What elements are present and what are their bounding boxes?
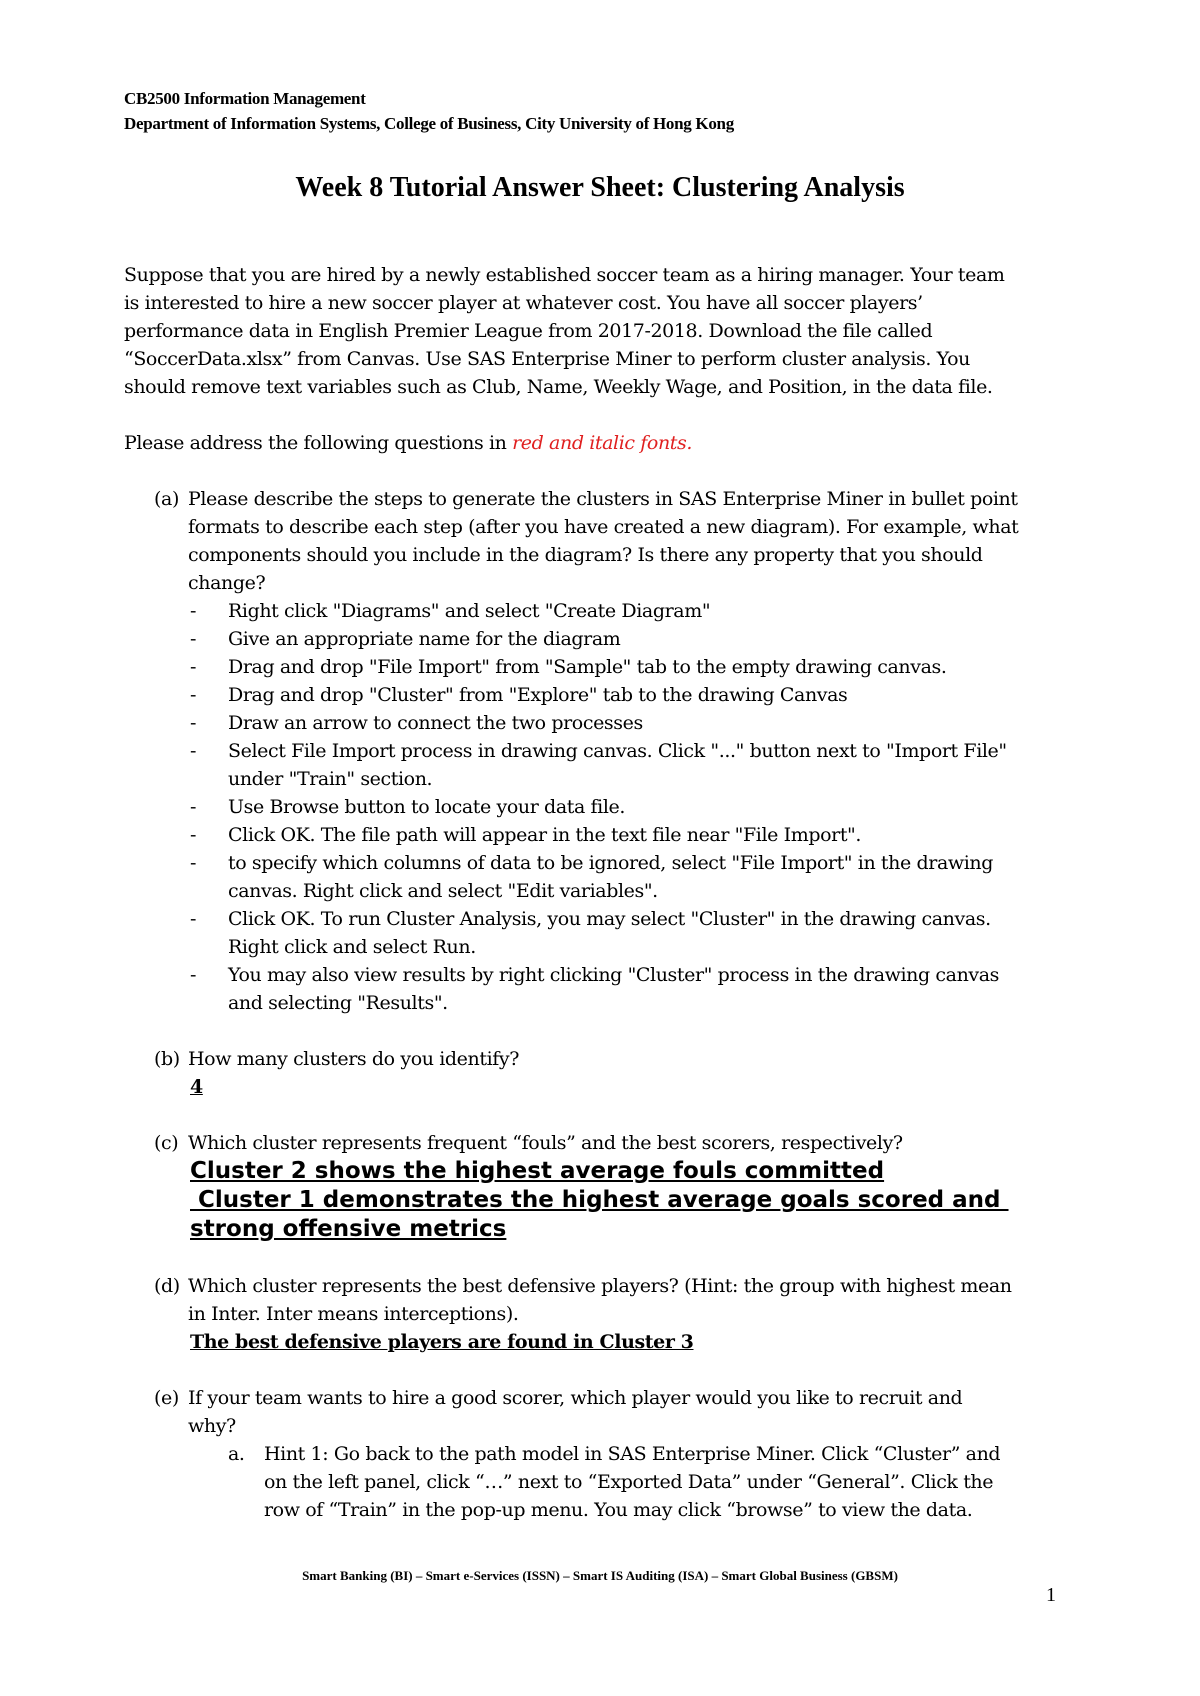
dash-bullet: -	[190, 964, 197, 986]
step-item	[124, 905, 1084, 961]
step-text: You may also view results by right clicking "Cluster" process in the drawing canvas	[228, 964, 1000, 986]
step-text: to specify which columns of data to be ignored, select "File Import" in the drawing	[228, 852, 994, 874]
question-e-hint	[124, 1440, 1084, 1524]
question-line: formats to describe each step (after you have created a new diagram). For example, what	[188, 516, 1019, 538]
dash-bullet: -	[190, 824, 197, 846]
dash-bullet: -	[190, 628, 197, 650]
dash-bullet: -	[190, 852, 197, 874]
hint-label: a.	[228, 1443, 245, 1465]
step-text: and selecting "Results".	[228, 992, 448, 1014]
step-item	[124, 653, 1084, 681]
answer-b	[124, 1073, 1084, 1101]
question-a	[124, 485, 1084, 597]
step-text: Use Browse button to locate your data file.	[228, 796, 626, 818]
course-header: CB2500 Information Management	[124, 89, 366, 108]
dash-bullet: -	[190, 740, 197, 762]
question-label: (c)	[154, 1132, 179, 1154]
answer-c-scorers-cont: strong offensive metrics	[190, 1216, 507, 1242]
step-item	[124, 597, 1084, 625]
answer-d	[124, 1328, 1084, 1356]
step-text: Drag and drop "Cluster" from "Explore" tab to the drawing Canvas	[228, 684, 848, 706]
answer-value: 4	[190, 1076, 203, 1098]
step-item	[124, 737, 1084, 793]
step-text: Give an appropriate name for the diagram	[228, 628, 621, 650]
answer-c-line	[124, 1186, 1084, 1215]
step-item	[124, 681, 1084, 709]
spacer	[124, 1244, 1084, 1272]
step-item	[124, 625, 1084, 653]
dash-bullet: -	[190, 684, 197, 706]
spacer	[124, 1356, 1084, 1384]
question-line: If your team wants to hire a good scorer, which player would you like to recruit and	[188, 1387, 963, 1409]
question-d	[124, 1272, 1084, 1328]
intro-paragraph	[124, 261, 1084, 401]
step-item	[124, 821, 1084, 849]
answer-c-line	[124, 1215, 1084, 1244]
step-item	[124, 849, 1084, 905]
question-line: Please describe the steps to generate the clusters in SAS Enterprise Miner in bullet point	[188, 488, 1018, 510]
intro-line: should remove text variables such as Club, Name, Weekly Wage, and Position, in the data file.	[124, 376, 993, 398]
dash-bullet: -	[190, 712, 197, 734]
step-text: under "Train" section.	[228, 768, 433, 790]
spacer	[124, 457, 1084, 485]
hint-line: Hint 1: Go back to the path model in SAS Enterprise Miner. Click “Cluster” and	[264, 1443, 1001, 1465]
question-line: How many clusters do you identify?	[188, 1048, 519, 1070]
question-line: Which cluster represents the best defensive players? (Hint: the group with highest mean	[188, 1275, 1012, 1297]
question-line: why?	[188, 1415, 236, 1437]
step-text: Right click and select Run.	[228, 936, 476, 958]
step-text: Click OK. The file path will appear in the text file near "File Import".	[228, 824, 862, 846]
dash-bullet: -	[190, 796, 197, 818]
dash-bullet: -	[190, 908, 197, 930]
page-footer: Smart Banking (BI) – Smart e-Services (ISSN) – Smart IS Auditing (ISA) – Smart Global Business (GBSM)	[302, 1568, 898, 1583]
instruction-text: Please address the following questions in	[124, 432, 513, 454]
answer-d-text: The best defensive players are found in Cluster 3	[190, 1331, 694, 1353]
step-text: Right click "Diagrams" and select "Create Diagram"	[228, 600, 711, 622]
intro-line: performance data in English Premier League from 2017-2018. Download the file called	[124, 320, 933, 342]
answer-c-fouls: Cluster 2 shows the highest average fouls committed	[190, 1158, 885, 1184]
intro-line: is interested to hire a new soccer player at whatever cost. You have all soccer players’	[124, 292, 923, 314]
dash-bullet: -	[190, 600, 197, 622]
question-line: in Inter. Inter means interceptions).	[188, 1303, 519, 1325]
step-item	[124, 709, 1084, 737]
page-title: Week 8 Tutorial Answer Sheet: Clustering Analysis	[295, 172, 905, 203]
instruction-highlight: red and italic fonts.	[512, 432, 693, 454]
step-text: Select File Import process in drawing canvas. Click "..." button next to "Import File"	[228, 740, 1007, 762]
step-text: Click OK. To run Cluster Analysis, you may select "Cluster" in the drawing canvas.	[228, 908, 991, 930]
spacer	[124, 401, 1084, 429]
hint-line: row of “Train” in the pop-up menu. You may click “browse” to view the data.	[264, 1499, 973, 1521]
question-b	[124, 1045, 1084, 1073]
step-text: canvas. Right click and select "Edit variables".	[228, 880, 658, 902]
question-label: (e)	[154, 1387, 179, 1409]
question-label: (d)	[154, 1275, 180, 1297]
spacer	[124, 1017, 1084, 1045]
page-number: 1	[1046, 1584, 1056, 1606]
step-item	[124, 793, 1084, 821]
step-text: Drag and drop "File Import" from "Sample" tab to the empty drawing canvas.	[228, 656, 947, 678]
department-header: Department of Information Systems, College of Business, City University of Hong Kong	[124, 114, 734, 133]
hint-line: on the left panel, click “…” next to “Exported Data” under “General”. Click the	[264, 1471, 994, 1493]
steps-list	[124, 597, 1084, 1017]
step-text: Draw an arrow to connect the two processes	[228, 712, 643, 734]
question-label: (a)	[154, 488, 179, 510]
dash-bullet: -	[190, 656, 197, 678]
document-body	[124, 261, 1084, 1524]
question-label: (b)	[154, 1048, 180, 1070]
intro-line: Suppose that you are hired by a newly established soccer team as a hiring manager. Your team	[124, 264, 1005, 286]
answer-c-line	[124, 1157, 1084, 1186]
question-line: change?	[188, 572, 266, 594]
answer-c-scorers: Cluster 1 demonstrates the highest average goals scored and	[190, 1187, 1009, 1213]
instruction-line	[124, 429, 1084, 457]
intro-line: “SoccerData.xlsx” from Canvas. Use SAS Enterprise Miner to perform cluster analysis. You	[124, 348, 970, 370]
question-line: Which cluster represents frequent “fouls” and the best scorers, respectively?	[188, 1132, 903, 1154]
question-c	[124, 1129, 1084, 1157]
step-item	[124, 961, 1084, 1017]
question-e	[124, 1384, 1084, 1440]
spacer	[124, 1101, 1084, 1129]
question-line: components should you include in the diagram? Is there any property that you should	[188, 544, 983, 566]
